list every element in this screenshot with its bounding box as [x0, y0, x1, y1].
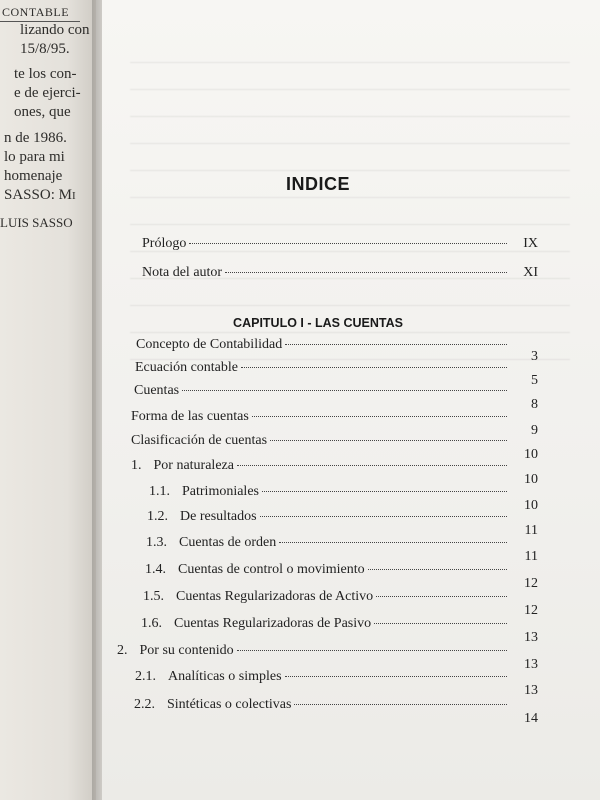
left-page-line: ones, que: [14, 104, 71, 120]
dot-leader: [260, 516, 507, 517]
toc-entry-nota-del-autor: [142, 265, 538, 281]
toc-entry-page: 12: [524, 576, 538, 591]
toc-entry-number: 1.6.: [141, 616, 162, 631]
toc-entry: [146, 535, 538, 564]
toc-entry-label: Forma de las cuentas: [131, 409, 249, 424]
left-page-header: CONTABLE: [2, 5, 70, 19]
toc-entry-page: XI: [523, 265, 538, 280]
toc-entry-page: 10: [524, 498, 538, 513]
left-page-line: 15/8/95.: [20, 41, 70, 57]
left-page-signature: LUIS SASSO: [0, 215, 73, 230]
toc-entry: [136, 337, 538, 364]
toc-entry-label: Cuentas de orden: [179, 535, 277, 550]
toc-entry: [117, 643, 538, 672]
toc-entry-label: Analíticas o simples: [168, 669, 282, 684]
left-page-line: e de ejerci-: [14, 85, 81, 101]
left-page: [0, 0, 96, 800]
toc-entry-page: 3: [531, 349, 538, 364]
toc-entry-number: 1.2.: [147, 509, 168, 524]
dot-leader: [368, 569, 507, 570]
page-title: INDICE: [285, 174, 350, 194]
left-page-line: te los con-: [14, 66, 77, 82]
toc-entry-page: 11: [524, 549, 538, 564]
dot-leader: [225, 272, 507, 273]
dot-leader: [285, 676, 507, 677]
toc-entry-page: 13: [524, 630, 538, 645]
toc-entry-page: 10: [524, 472, 538, 487]
toc-entry-page: 5: [531, 373, 538, 388]
toc-entry-page: 11: [524, 523, 538, 538]
toc-entry-label: De resultados: [180, 509, 257, 524]
chapter-title: CAPITULO I - LAS CUENTAS: [233, 316, 403, 330]
toc-entry: [131, 458, 538, 487]
toc-entry-page: IX: [523, 236, 538, 251]
toc-entry-page: 14: [524, 711, 538, 726]
toc-entry-number: 1.1.: [149, 484, 170, 499]
toc-entry-page: 13: [524, 683, 538, 698]
toc-entry-label: Cuentas Regularizadoras de Pasivo: [174, 616, 372, 631]
toc-entry-number: 2.2.: [134, 697, 155, 712]
toc-entry-prologo: [142, 236, 538, 252]
dot-leader: [189, 243, 507, 244]
toc-entry-label: Cuentas: [134, 383, 180, 398]
toc-entry: [149, 484, 538, 513]
toc-entry: [135, 360, 538, 388]
dot-leader: [376, 596, 507, 597]
toc-entry-number: 1.5.: [143, 589, 164, 604]
toc-entry-number: 1.: [131, 458, 142, 473]
toc-entry-number: 2.1.: [135, 669, 156, 684]
toc-entry-label: Cuentas Regularizadoras de Activo: [176, 589, 374, 604]
dot-leader: [182, 390, 507, 391]
toc-entry-number: 1.3.: [146, 535, 167, 550]
toc-entry-label: Prólogo: [142, 236, 187, 251]
dot-leader: [374, 623, 507, 624]
dot-leader: [237, 650, 507, 651]
toc-entry: [131, 409, 538, 438]
dot-leader: [252, 416, 507, 417]
toc-entry: [143, 589, 538, 618]
toc-entry: [134, 383, 538, 412]
toc-entry-label: Cuentas de control o movimiento: [178, 562, 365, 577]
toc-entry-label: Concepto de Contabilidad: [136, 337, 283, 352]
dot-leader: [294, 704, 507, 705]
toc-entry: [131, 433, 538, 462]
left-page-line: n de 1986.: [4, 130, 67, 146]
dot-leader: [270, 440, 507, 441]
dot-leader: [285, 344, 507, 345]
toc-entry-label: Por su contenido: [139, 643, 234, 658]
toc-entry: [134, 697, 538, 726]
left-page-line: SASSO: Mi: [4, 187, 76, 203]
toc-entry: [141, 616, 538, 645]
toc-entry: [147, 509, 538, 538]
left-page-line: lo para mi: [4, 149, 65, 165]
toc-entry-number: 1.4.: [145, 562, 166, 577]
toc-entry-label: Ecuación contable: [135, 360, 239, 375]
toc-entry-label: Patrimoniales: [182, 484, 259, 499]
dot-leader: [279, 542, 507, 543]
toc-entry-label: Sintéticas o colectivas: [167, 697, 292, 712]
toc-entry-page: 9: [531, 423, 538, 438]
toc-entry-label: Por naturaleza: [153, 458, 234, 473]
dot-leader: [241, 367, 507, 368]
toc-entry-page: 12: [524, 603, 538, 618]
toc-entry-number: 2.: [117, 643, 128, 658]
toc-entry: [145, 562, 538, 591]
toc-entry-page: 10: [524, 447, 538, 462]
dot-leader: [262, 491, 507, 492]
dot-leader: [237, 465, 507, 466]
toc-entry-label: Clasificación de cuentas: [131, 433, 268, 448]
toc-entry-page: 8: [531, 397, 538, 412]
toc-entry-label: Nota del autor: [142, 265, 223, 280]
toc-entry: [135, 669, 538, 698]
left-page-line: lizando con: [20, 22, 90, 38]
toc-entry-page: 13: [524, 657, 538, 672]
left-page-line: homenaje: [4, 168, 63, 184]
